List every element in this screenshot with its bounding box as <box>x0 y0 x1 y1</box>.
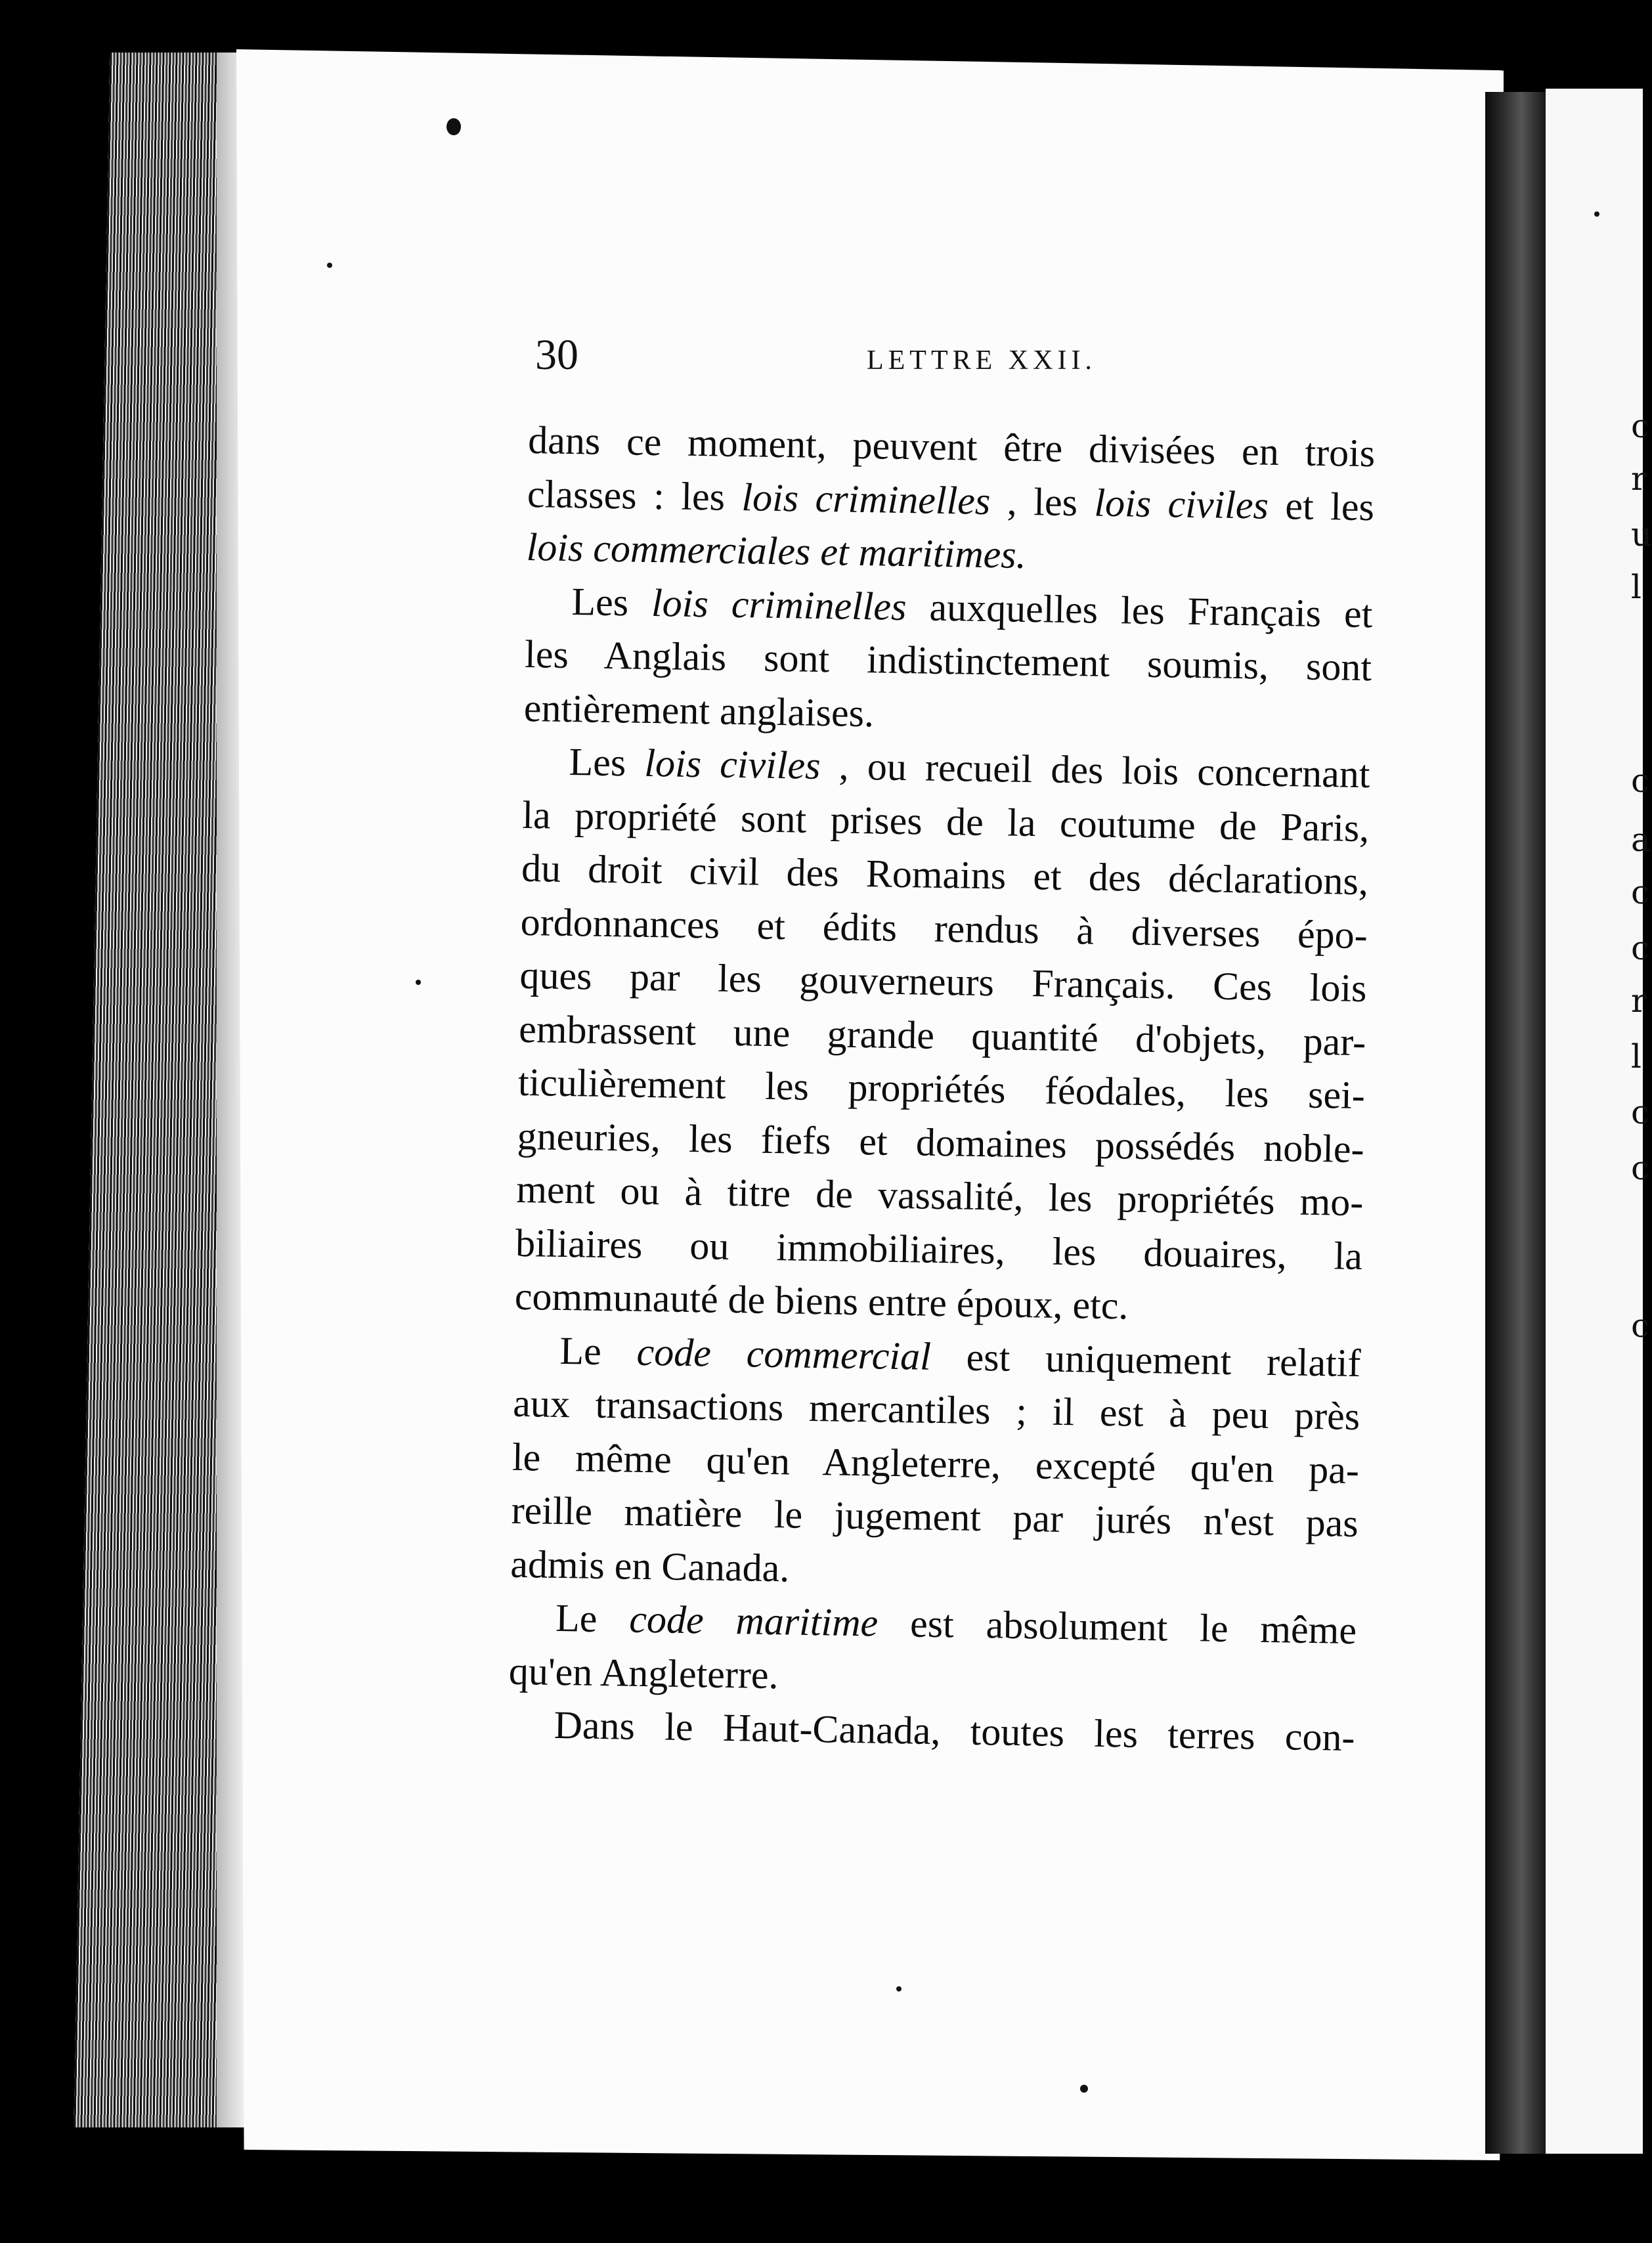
adjacent-page-glyph: c <box>1631 929 1650 967</box>
text-run: est absolument le même <box>877 1601 1357 1653</box>
running-title: LETTRE XXII. <box>867 345 1097 376</box>
italic-term: lois civiles <box>1093 481 1269 527</box>
adjacent-page-glyph: c <box>1631 1307 1650 1345</box>
ink-speck <box>446 118 461 135</box>
ink-speck <box>1080 2085 1088 2093</box>
italic-term: code commercial <box>636 1330 932 1378</box>
adjacent-page <box>1546 89 1652 2154</box>
text-run: Le <box>555 1596 630 1641</box>
text-run: du droit civil des Romains et des déclarations, <box>521 846 1369 904</box>
text-run: ordonnances et édits rendus à diverses épo- <box>520 900 1368 957</box>
text-run: est uniquement relatif <box>930 1334 1361 1385</box>
text-run: qu'en Angleterre. <box>508 1649 779 1697</box>
text-run: auxquelles les Français et <box>905 584 1373 636</box>
text-run: entièrement anglaises. <box>523 686 875 735</box>
text-run: gneuries, les fiefs et domaines possédés noble- <box>517 1114 1365 1171</box>
adjacent-page-glyph: r <box>1631 982 1647 1020</box>
text-run: reille matière le jugement par jurés n'est pas <box>511 1488 1359 1546</box>
italic-term: lois criminelles <box>741 475 991 523</box>
text-run: le même qu'en Angleterre, excepté qu'en pa- <box>511 1435 1360 1492</box>
text-run: Le <box>559 1328 638 1374</box>
text-run: Dans le Haut-Canada, toutes les terres con- <box>554 1703 1356 1760</box>
ink-speck <box>896 1986 902 1992</box>
text-run: la propriété sont prises de la coutume de Paris, <box>521 793 1370 850</box>
text-run: les Anglais sont indistinctement soumis, sont <box>524 632 1372 689</box>
text-run: ment ou à titre de vassalité, les propriétés mo- <box>515 1167 1364 1225</box>
italic-term: code maritime <box>628 1597 879 1645</box>
adjacent-page-glyph: l <box>1631 568 1641 606</box>
book-gutter <box>1485 92 1546 2154</box>
adjacent-page-glyph: u <box>1631 515 1652 554</box>
italic-term: lois civiles <box>643 741 821 788</box>
adjacent-page-glyph: c <box>1631 1149 1650 1187</box>
adjacent-page-glyph: r <box>1631 460 1647 498</box>
adjacent-page-glyph: c <box>1631 762 1650 800</box>
text-run: , ou recueil des lois concernant <box>820 744 1371 796</box>
text-run: biliaires ou immobiliaires, les douaires, la <box>515 1221 1363 1278</box>
page-number: 30 <box>535 331 578 379</box>
ink-speck <box>416 980 421 985</box>
adjacent-page-glyph: c <box>1631 407 1650 445</box>
italic-term: lois criminelles <box>651 580 907 628</box>
text-run: ticulièrement les propriétés féodales, les sei- <box>517 1060 1366 1118</box>
text-run: admis en Canada. <box>510 1542 790 1590</box>
adjacent-page-glyph: l <box>1631 1037 1641 1076</box>
text-run: embrassent une grande quantité d'objets, par- <box>518 1007 1366 1064</box>
adjacent-page-glyph: c <box>1631 1093 1650 1131</box>
text-run: et les <box>1268 483 1375 529</box>
ink-speck <box>1594 211 1599 217</box>
ink-speck <box>327 263 332 268</box>
adjacent-page-glyph: a <box>1631 821 1651 859</box>
running-header <box>535 330 1389 383</box>
text-run: dans ce moment, peuvent être divisées en trois <box>527 418 1376 475</box>
text-run: communauté de biens entre époux, etc. <box>514 1274 1129 1328</box>
adjacent-page-glyph: c <box>1631 873 1650 911</box>
text-run: classes : les <box>527 471 743 519</box>
text-run: , les <box>989 479 1095 525</box>
italic-term: lois commerciales et maritimes. <box>526 525 1027 577</box>
text-run: ques par les gouverneurs Français. Ces lois <box>519 953 1367 1011</box>
body-text <box>508 414 1376 1765</box>
text-run: Les <box>569 740 645 785</box>
text-run: aux transactions mercantiles ; il est à peu près <box>512 1381 1360 1439</box>
text-run: Les <box>571 579 652 624</box>
